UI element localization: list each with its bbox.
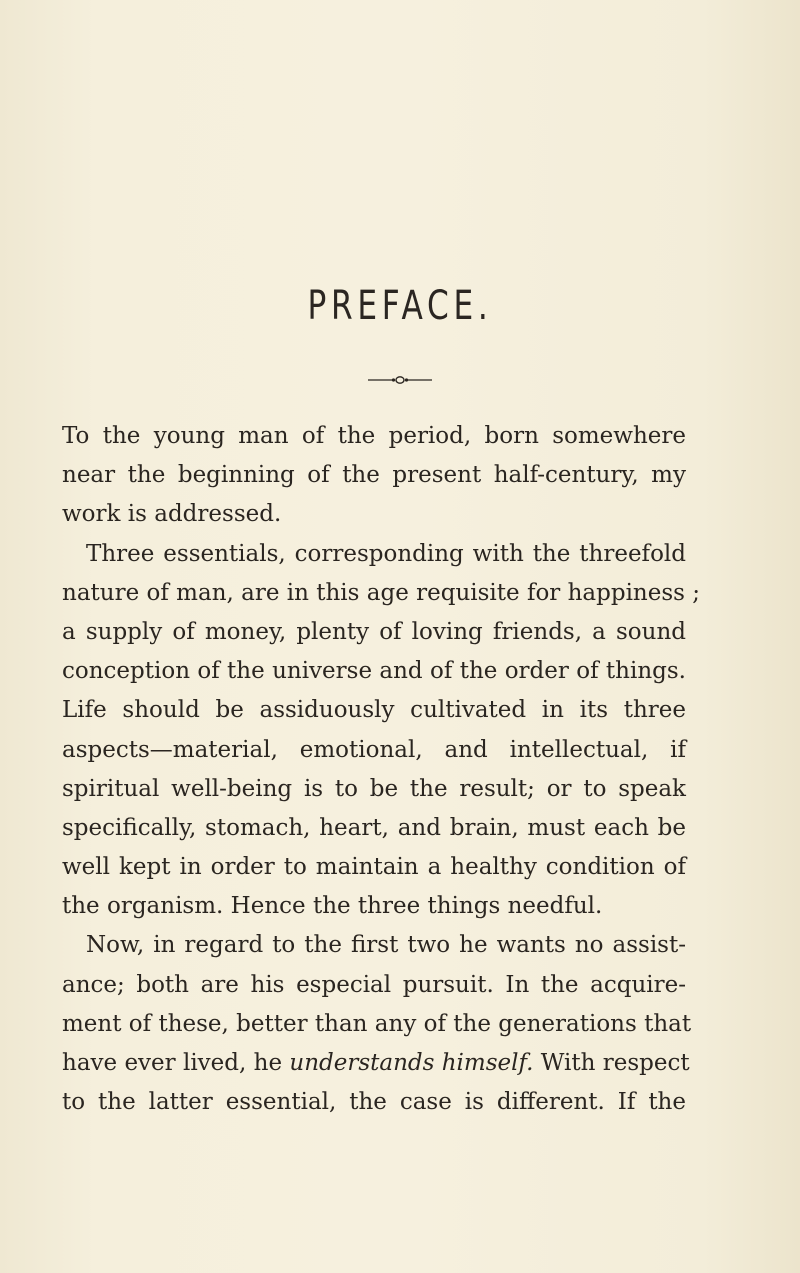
text-line: nature of man, are in this age requisite for happiness ; [62,579,701,606]
text-line: conception of the universe and of the order of things. [62,658,686,685]
preface-body [62,417,701,1122]
ornament-divider [368,375,432,385]
text-line: ment of these, better than any of the generations that [62,1010,692,1037]
text-line-with-italic [62,1044,690,1083]
text-line: Now, in regard to the first two he wants no assist- [86,932,686,959]
text-line: Three essentials, corresponding with the threefold [86,540,686,567]
text-line: spiritual well-being is to be the result; or to speak [62,775,686,802]
text-line: the organism. Hence the three things needful. [62,893,603,920]
text-line: near the beginning of the present half-century, my [62,462,686,489]
text-line: ance; both are his especial pursuit. In the acquire- [62,971,686,998]
text-line: work is addressed. [62,501,282,528]
page-title: PREFACE. [307,283,493,329]
text-line: a supply of money, plenty of loving friends, a sound [62,618,686,645]
text-segment: With respect [533,1050,690,1076]
text-line: to the latter essential, the case is different. If the [62,1089,686,1116]
text-line: aspects—material, emotional, and intellectual, if [62,736,686,763]
text-line: To the young man of the period, born somewhere [62,423,686,449]
text-line: Life should be assiduously cultivated in its three [62,697,686,724]
text-line: specifically, stomach, heart, and brain, must each be [62,814,686,841]
italic-phrase: understands himself. [289,1050,534,1076]
text-segment: have ever lived, he [62,1050,290,1076]
text-line: well kept in order to maintain a healthy condition of [62,854,686,881]
